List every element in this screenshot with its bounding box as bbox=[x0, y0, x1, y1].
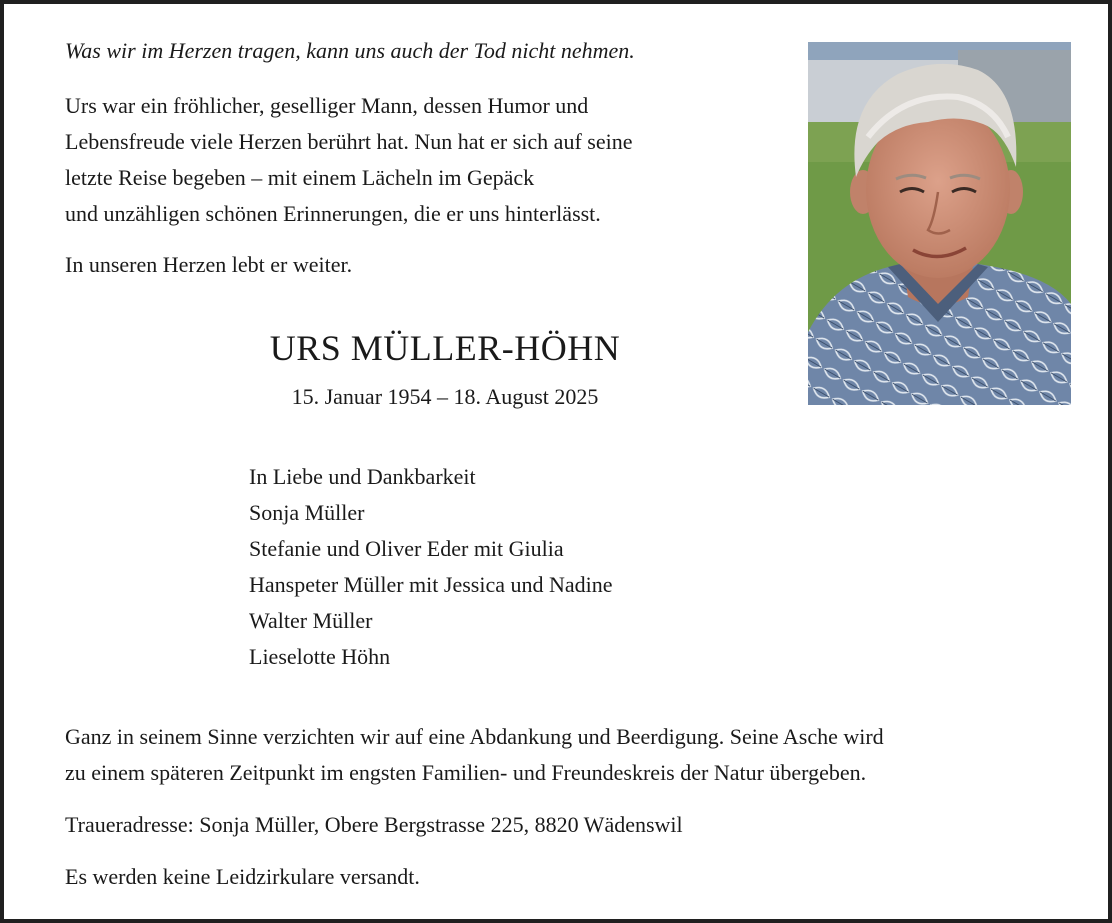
portrait-photo bbox=[808, 42, 1071, 405]
mourner-name: Walter Müller bbox=[249, 608, 373, 633]
motto: Was wir im Herzen tragen, kann uns auch der Tod nicht nehmen. bbox=[65, 38, 635, 63]
notice-line: zu einem späteren Zeitpunkt im engsten Familien- und Freundeskreis der Natur übergeben. bbox=[65, 760, 867, 785]
living-on-line: In unseren Herzen lebt er weiter. bbox=[65, 252, 353, 277]
mourners-list bbox=[249, 459, 613, 675]
mourning-address: Traueradresse: Sonja Müller, Obere Bergstrasse 225, 8820 Wädenswil bbox=[65, 812, 683, 837]
mourner-name: Stefanie und Oliver Eder mit Giulia bbox=[249, 536, 564, 561]
bio-line: Lebensfreude viele Herzen berührt hat. Nun hat er sich auf seine bbox=[65, 129, 633, 154]
bio-line: Urs war ein fröhlicher, geselliger Mann, dessen Humor und bbox=[65, 93, 589, 118]
deceased-name: URS MÜLLER-HÖHN bbox=[269, 328, 621, 368]
mourner-name: Hanspeter Müller mit Jessica und Nadine bbox=[249, 572, 613, 597]
mourner-name: Sonja Müller bbox=[249, 500, 365, 525]
mourners-intro: In Liebe und Dankbarkeit bbox=[249, 464, 476, 489]
circulars-note: Es werden keine Leidzirkulare versandt. bbox=[65, 864, 420, 889]
life-dates: 15. Januar 1954 – 18. August 2025 bbox=[291, 384, 599, 409]
mourner-name: Lieselotte Höhn bbox=[249, 644, 391, 669]
funeral-notice bbox=[65, 719, 884, 791]
bio-line: letzte Reise begeben – mit einem Lächeln im Gepäck bbox=[65, 165, 535, 190]
notice-line: Ganz in seinem Sinne verzichten wir auf eine Abdankung und Beerdigung. Seine Asche wird bbox=[65, 724, 884, 749]
biography bbox=[65, 88, 632, 232]
bio-line: und unzähligen schönen Erinnerungen, die er uns hinterlässt. bbox=[65, 201, 601, 226]
